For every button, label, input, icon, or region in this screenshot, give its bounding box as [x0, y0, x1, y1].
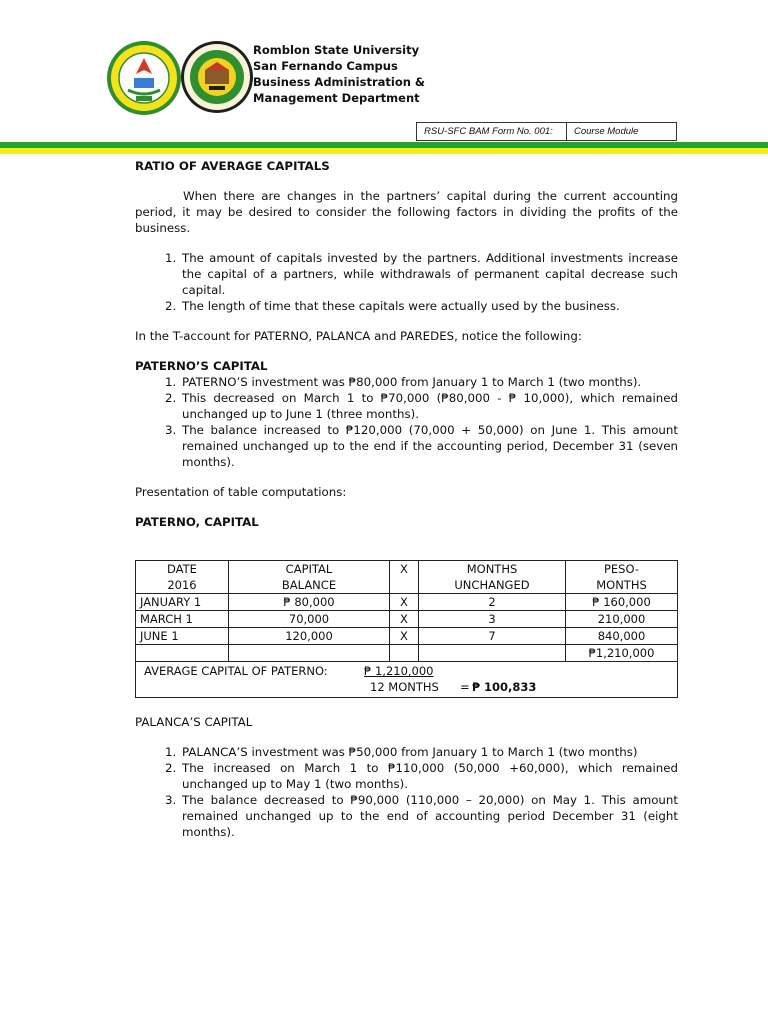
average-equals: =: [460, 680, 470, 694]
cell-months: 2: [419, 594, 566, 611]
list-item: 3. The balance decreased to ₱90,000 (110,000 – 20,000) on May 1. This amount remained unchanged up to the end of accounting period December 31 (eight months).: [180, 792, 678, 840]
cell-peso-months: 210,000: [566, 611, 678, 628]
average-capital-row: [136, 662, 678, 698]
list-item: 1. PALANCA’S investment was ₱50,000 from January 1 to March 1 (two months): [180, 744, 678, 760]
list-item: 2. This decreased on March 1 to ₱70,000 (₱80,000 - ₱ 10,000), which remained unchanged up to June 1 (three months).: [180, 390, 678, 422]
department-line-2: Management Department: [253, 91, 420, 105]
campus-line: San Fernando Campus: [253, 59, 398, 73]
header-x: X: [390, 561, 419, 594]
cell-x: X: [390, 594, 419, 611]
cell-peso-months: ₱ 160,000: [566, 594, 678, 611]
table-row: [136, 594, 678, 611]
document-header: [0, 0, 768, 150]
cell-months: 3: [419, 611, 566, 628]
table-total-row: [136, 645, 678, 662]
cell-peso-months: 840,000: [566, 628, 678, 645]
cell-empty: [390, 645, 419, 662]
average-denominator: 12 MONTHS: [370, 680, 439, 694]
palanca-heading: PALANCA’S CAPITAL: [135, 715, 253, 729]
average-numerator: ₱ 1,210,000: [364, 664, 434, 678]
campus-gear-logo: [180, 40, 254, 114]
cell-date: JUNE 1: [136, 628, 229, 645]
paterno-list: [135, 374, 678, 470]
university-seal-logo: [106, 40, 182, 116]
cell-balance: 70,000: [229, 611, 390, 628]
header-date: DATE 2016: [136, 561, 229, 594]
cell-balance: 120,000: [229, 628, 390, 645]
factors-list: [135, 250, 678, 314]
cell-x: X: [390, 628, 419, 645]
average-capital-cell: [136, 662, 678, 698]
department-line-1: Business Administration &: [253, 75, 425, 89]
taccount-note: In the T-account for PATERNO, PALANCA and PAREDES, notice the following:: [135, 329, 582, 343]
form-number: RSU-SFC BAM Form No. 001:: [417, 123, 567, 140]
yellow-stripe: [0, 148, 768, 154]
paterno-capital-table: [135, 560, 678, 698]
table-title: PATERNO, CAPITAL: [135, 515, 259, 529]
university-name-block: [253, 42, 425, 106]
form-number-box: [416, 122, 677, 141]
document-body: [135, 158, 678, 840]
cell-empty: [136, 645, 229, 662]
average-result: ₱ 100,833: [472, 680, 537, 694]
header-peso-months: PESO- MONTHS: [566, 561, 678, 594]
palanca-list: [135, 744, 678, 840]
list-item: 1. PATERNO’S investment was ₱80,000 from January 1 to March 1 (two months).: [180, 374, 678, 390]
cell-x: X: [390, 611, 419, 628]
cell-empty: [419, 645, 566, 662]
cell-months: 7: [419, 628, 566, 645]
presentation-note: Presentation of table computations:: [135, 485, 347, 499]
cell-date: MARCH 1: [136, 611, 229, 628]
university-line: Romblon State University: [253, 43, 420, 57]
list-item: 3. The balance increased to ₱120,000 (70,000 + 50,000) on June 1. This amount remained unchanged up to the end if the accounting period, December 31 (seven months).: [180, 422, 678, 470]
header-capital-balance: CAPITAL BALANCE: [229, 561, 390, 594]
list-item: 2. The increased on March 1 to ₱110,000 (50,000 +60,000), which remained unchanged up to May 1 (two months).: [180, 760, 678, 792]
intro-paragraph: When there are changes in the partners’ capital during the current accounting period, it may be desired to consider the following factors in dividing the profits of the business.: [135, 189, 678, 235]
cell-empty: [229, 645, 390, 662]
list-item: 1. The amount of capitals invested by the partners. Additional investments increase the capital of a partners, while withdrawals of permanent capital decrease such capital.: [180, 250, 678, 298]
table-row: [136, 611, 678, 628]
average-capital-label: AVERAGE CAPITAL OF PATERNO:: [144, 664, 328, 678]
cell-balance: ₱ 80,000: [229, 594, 390, 611]
cell-total-peso-months: ₱1,210,000: [566, 645, 678, 662]
cell-date: JANUARY 1: [136, 594, 229, 611]
form-label: Course Module: [574, 126, 639, 137]
table-row: [136, 628, 678, 645]
paterno-heading: PATERNO’S CAPITAL: [135, 359, 268, 373]
list-item: 2. The length of time that these capitals were actually used by the business.: [180, 298, 678, 314]
header-months-unchanged: MONTHS UNCHANGED: [419, 561, 566, 594]
table-header-row: [136, 561, 678, 594]
section-title: RATIO OF AVERAGE CAPITALS: [135, 159, 330, 173]
